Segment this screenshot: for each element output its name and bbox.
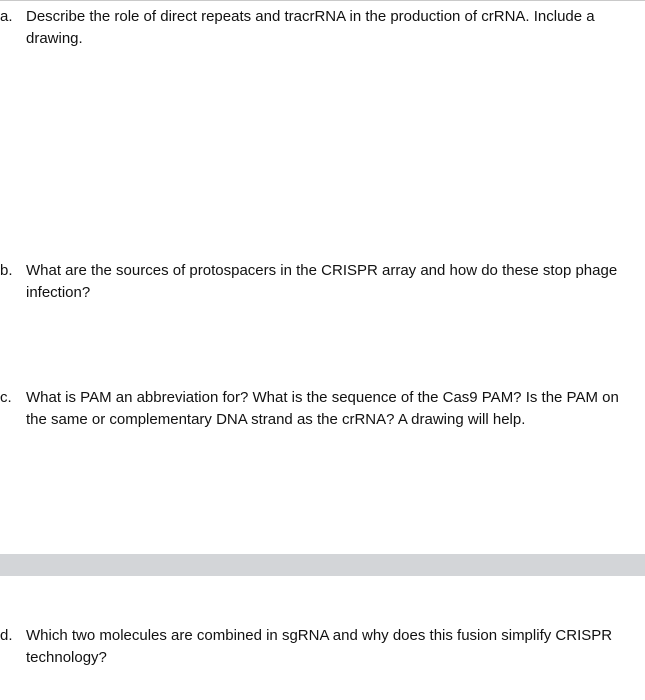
question-d-text: Which two molecules are combined in sgRNA and why does this fusion simplify CRISPR technology? <box>26 627 613 666</box>
question-b-letter: b. <box>0 262 13 279</box>
question-b-text: What are the sources of protospacers in the CRISPR array and how do these stop phage infection? <box>26 262 618 301</box>
page-break-band <box>0 554 645 576</box>
top-divider <box>0 0 645 1</box>
question-b <box>0 260 640 304</box>
question-d <box>0 625 640 669</box>
question-c <box>0 387 640 431</box>
question-c-text: What is PAM an abbreviation for? What is the sequence of the Cas9 PAM? Is the PAM on the same or complementary DNA strand as the crRNA? A drawing will help. <box>26 389 619 428</box>
question-a-letter: a. <box>0 8 13 25</box>
question-a <box>0 6 640 50</box>
question-c-letter: c. <box>0 389 12 406</box>
question-d-letter: d. <box>0 627 13 644</box>
question-a-text: Describe the role of direct repeats and tracrRNA in the production of crRNA. Include a drawing. <box>26 8 595 47</box>
